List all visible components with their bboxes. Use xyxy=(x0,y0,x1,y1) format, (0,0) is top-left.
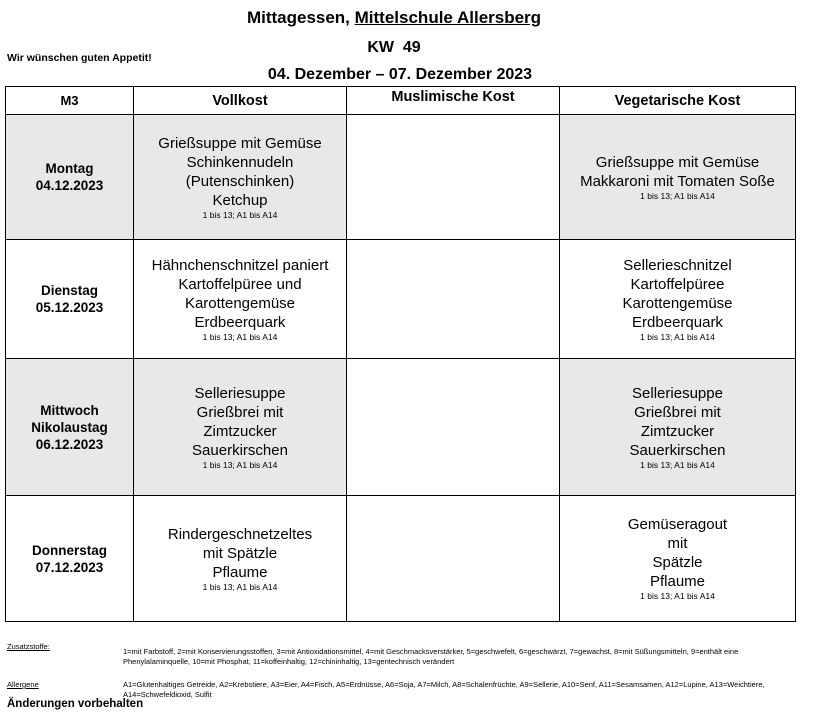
dish-line: Ketchup xyxy=(212,191,268,209)
additives-note: 1 bis 13; A1 bis A14 xyxy=(202,459,278,470)
dish-line: mit xyxy=(667,535,688,552)
table-header-row xyxy=(6,87,796,115)
day-cell xyxy=(6,240,134,359)
date-range: 04. Dezember – 07. Dezember 2023 xyxy=(267,66,533,83)
day-date: 04.12.2023 xyxy=(35,178,104,193)
dish-line: Sellerieschnitzel xyxy=(623,256,732,274)
additives-note: 1 bis 13; A1 bis A14 xyxy=(202,581,278,592)
dish-line: Schinkennudeln xyxy=(186,153,294,171)
day-name: Donnerstag xyxy=(31,542,107,558)
calendar-week: KW 49 xyxy=(367,39,421,56)
day-name: Mittwoch xyxy=(40,402,99,418)
day-name: Dienstag xyxy=(40,283,98,298)
dish-line: Grießsuppe mit Gemüse xyxy=(158,134,322,152)
table-row xyxy=(6,115,796,240)
dish-line: Erdbeerquark xyxy=(632,313,723,331)
table-row xyxy=(6,240,796,359)
additives-note: 1 bis 13; A1 bis A14 xyxy=(640,591,715,601)
allergens-label: Allergene xyxy=(7,680,39,689)
column-header-vollkost: Vollkost xyxy=(134,87,347,115)
additives-note: 1 bis 13; A1 bis A14 xyxy=(640,331,715,342)
column-header-class: M3 xyxy=(6,87,134,115)
dish-line: Pflaume xyxy=(212,563,268,581)
vollkost-cell xyxy=(134,115,347,240)
day-date: 05.12.2023 xyxy=(35,300,104,315)
dish-line: Karottengemüse xyxy=(622,294,733,312)
menu-table xyxy=(5,86,796,622)
vollkost-cell xyxy=(134,496,347,622)
vegetarian-cell xyxy=(560,240,796,359)
additives-legend: 1=mit Farbstoff, 2=mit Konservierungsstoffen, 3=mit Antioxidationsmittel, 4=mit Geschmacksverstärker, 5=geschwefelt, 6=geschwärzt, 7=gewachst, 8=mit Süßungsmitteln, 9=enthält eine Phenylalaminquelle, 10=mit Phosphat, 11=koffeinhaltig, 12=chininhaltig, 13=gentechnisch verändert xyxy=(123,647,739,666)
vegetarian-cell xyxy=(560,115,796,240)
changes-notice: Änderungen vorbehalten xyxy=(7,698,144,710)
additives-label: Zusatzstoffe: xyxy=(7,642,50,651)
table-row xyxy=(6,496,796,622)
dish-line: Selleriesuppe xyxy=(632,384,723,402)
muslim-cell xyxy=(347,496,560,622)
additives-note: 1 bis 13; A1 bis A14 xyxy=(640,459,715,470)
dish-line: Erdbeerquark xyxy=(194,313,286,331)
title-prefix: Mittagessen, xyxy=(246,8,355,27)
dish-line: (Putenschinken) xyxy=(185,172,295,190)
additives-note: 1 bis 13; A1 bis A14 xyxy=(202,209,278,220)
dish-line: Zimtzucker xyxy=(640,422,715,440)
day-cell xyxy=(6,115,134,240)
day-cell xyxy=(6,359,134,496)
dish-line: Zimtzucker xyxy=(203,422,277,440)
dish-line: Selleriesuppe xyxy=(194,384,286,402)
dish-line: mit Spätzle xyxy=(202,544,278,562)
day-date: 06.12.2023 xyxy=(35,436,104,452)
dish-line: Pflaume xyxy=(649,573,706,590)
dish-line: Kartoffelpüree und xyxy=(178,275,302,293)
muslim-cell xyxy=(347,115,560,240)
dish-line: Makkaroni mit Tomaten Soße xyxy=(580,172,775,190)
additives-note: 1 bis 13; A1 bis A14 xyxy=(202,331,278,342)
day-name: Montag xyxy=(45,161,94,176)
dish-line: Rindergeschnetzeltes xyxy=(167,525,313,543)
dish-line: Sauerkirschen xyxy=(192,441,288,459)
vegetarian-cell xyxy=(560,359,796,496)
dish-line: Hähnchenschnitzel paniert xyxy=(151,256,329,274)
column-header-vegetarian: Vegetarische Kost xyxy=(560,87,796,115)
dish-line: Grießbrei mit xyxy=(196,403,284,421)
vollkost-cell xyxy=(134,240,347,359)
vollkost-cell xyxy=(134,359,347,496)
dish-line: Grießbrei mit xyxy=(634,403,721,421)
dish-line: Sauerkirschen xyxy=(629,441,726,459)
school-name: Mittelschule Allersberg xyxy=(354,8,542,27)
dish-line: Karottengemüse xyxy=(184,294,296,312)
allergens-legend: A1=Glutenhaltiges Getreide, A2=Krebstiere, A3=Eier, A4=Fisch, A5=Erdnüsse, A6=Soja, A7=Milch, A8=Schalenfrüchte, A9=Sellerie, A10=Senf, A11=Sesamsamen, A12=Lupine, A13=Weichtiere, A14=Schwefeldioxid, Sulfit xyxy=(123,680,765,699)
page-title xyxy=(0,8,788,28)
muslim-cell xyxy=(347,359,560,496)
vegetarian-cell xyxy=(560,496,796,622)
dish-line: Gemüseragout xyxy=(627,516,728,533)
muslim-cell xyxy=(347,240,560,359)
column-header-muslim: Muslimische Kost xyxy=(347,87,560,115)
day-date: 07.12.2023 xyxy=(35,559,104,575)
holiday-name: Nikolaustag xyxy=(31,419,108,435)
greeting-text: Wir wünschen guten Appetit! xyxy=(7,52,152,64)
dish-line: Grießsuppe mit Gemüse xyxy=(595,153,760,171)
dish-line: Spätzle xyxy=(652,554,703,571)
day-cell xyxy=(6,496,134,622)
table-row xyxy=(6,359,796,496)
dish-line: Kartoffelpüree xyxy=(630,275,725,293)
additives-note: 1 bis 13; A1 bis A14 xyxy=(640,190,715,201)
